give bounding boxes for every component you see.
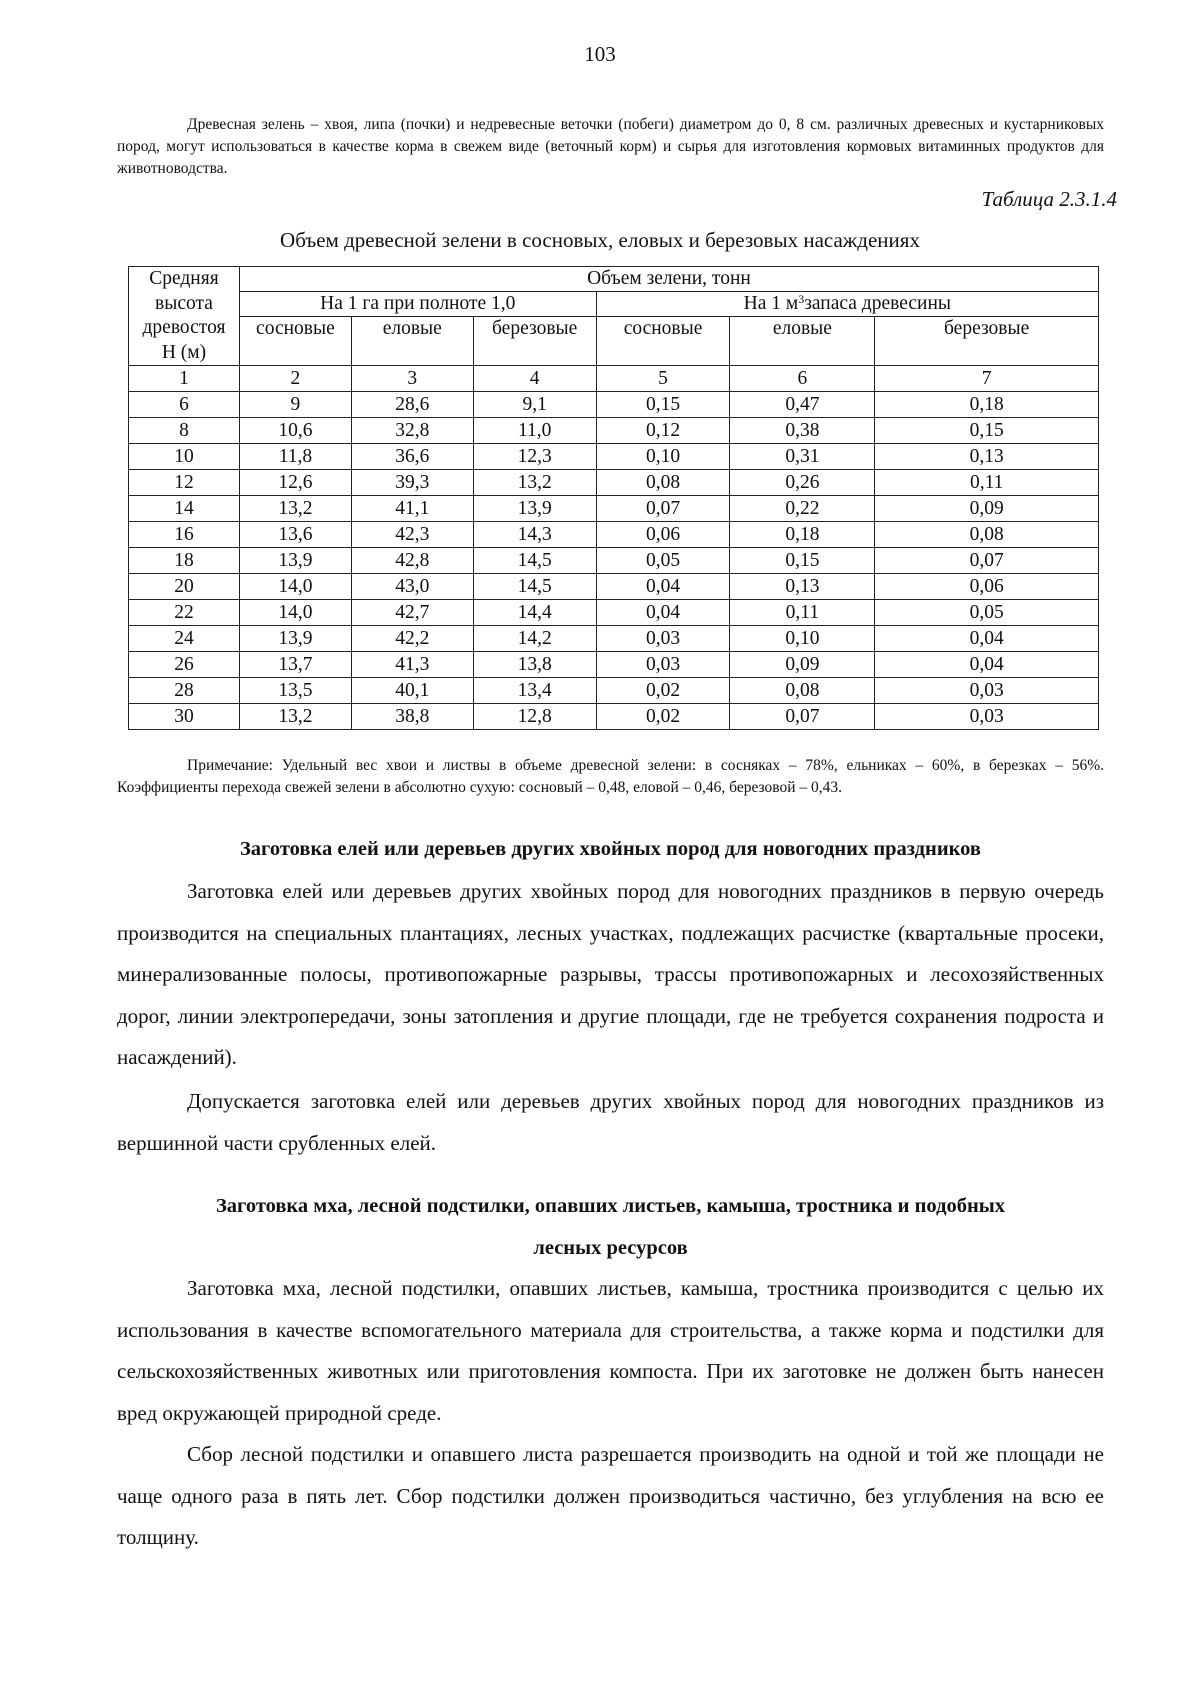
value-cell: 0,03 xyxy=(596,626,730,652)
subgroup-header-per-m3: На 1 $м^3запаса$ древесины xyxy=(596,292,1098,317)
height-cell: 20 xyxy=(129,574,240,600)
value-cell: 13,8 xyxy=(473,652,596,678)
value-cell: 13,6 xyxy=(239,522,351,548)
value-cell: 0,06 xyxy=(875,574,1099,600)
group-header: Объем зелени, тонн xyxy=(239,267,1098,292)
value-cell: 9,1 xyxy=(473,392,596,418)
value-cell: 0,09 xyxy=(730,652,875,678)
value-cell: 14,4 xyxy=(473,600,596,626)
value-cell: 13,2 xyxy=(473,470,596,496)
column-number: 7 xyxy=(875,366,1099,392)
value-cell: 0,26 xyxy=(730,470,875,496)
value-cell: 0,15 xyxy=(730,548,875,574)
stub-header: Средняя высота древостоя Н (м) xyxy=(129,267,240,366)
column-number: 2 xyxy=(239,366,351,392)
value-cell: 0,02 xyxy=(596,678,730,704)
section-heading-moss-litter: Заготовка мха, лесной подстилки, опавших листьев, камыша, тростника и подобных лесных ресурсов xyxy=(215,1195,1006,1259)
table-row xyxy=(129,470,1099,496)
table-note: Примечание: Удельный вес хвои и листвы в объеме древесной зелени: в сосняках – 78%, ельниках – 60%, в березках – 56%. Коэффициенты перехода свежей зелени в абсолютно сухую: сосновый – 0,48, еловой – 0,46, березовой – 0,43. xyxy=(117,757,1104,796)
value-cell: 14,2 xyxy=(473,626,596,652)
green-volume-table xyxy=(128,266,1099,730)
value-cell: 13,5 xyxy=(239,678,351,704)
table-row xyxy=(129,444,1099,470)
height-cell: 24 xyxy=(129,626,240,652)
subgroup-header-per-ha: На 1 га при полноте 1,0 xyxy=(239,292,596,317)
value-cell: 0,13 xyxy=(730,574,875,600)
value-cell: 0,02 xyxy=(596,704,730,730)
column-label: еловые xyxy=(730,317,875,366)
height-cell: 28 xyxy=(129,678,240,704)
height-cell: 18 xyxy=(129,548,240,574)
value-cell: 0,18 xyxy=(730,522,875,548)
column-number: 1 xyxy=(129,366,240,392)
paragraph: Сбор лесной подстилки и опавшего листа разрешается производить на одной и той же площади не чаще одного раза в пять лет. Сбор подстилки должен производиться частично, без углубления на всю ее толщину. xyxy=(117,1442,1104,1549)
column-label: еловые xyxy=(351,317,473,366)
value-cell: 0,03 xyxy=(596,652,730,678)
height-cell: 26 xyxy=(129,652,240,678)
value-cell: 0,13 xyxy=(875,444,1099,470)
column-label: березовые xyxy=(875,317,1099,366)
value-cell: 12,3 xyxy=(473,444,596,470)
height-cell: 8 xyxy=(129,418,240,444)
value-cell: 0,04 xyxy=(596,600,730,626)
value-cell: 0,08 xyxy=(730,678,875,704)
value-cell: 13,9 xyxy=(239,548,351,574)
column-number: 5 xyxy=(596,366,730,392)
value-cell: 0,03 xyxy=(875,704,1099,730)
value-cell: 0,03 xyxy=(875,678,1099,704)
value-cell: 43,0 xyxy=(351,574,473,600)
column-label: сосновые xyxy=(239,317,351,366)
paragraph: Заготовка елей или деревьев других хвойных пород для новогодних праздников в первую очередь производится на специальных плантациях, лесных участках, подлежащих расчистке (квартальные просеки, минерализованные полосы, противопожарные разрывы, трассы противопожарных и лесохозяйственных дорог, линии электропередачи, зоны затопления и другие площади, где не требуется сохранения подроста и насаждений). xyxy=(117,879,1104,1069)
value-cell: 0,11 xyxy=(730,600,875,626)
value-cell: 0,04 xyxy=(875,652,1099,678)
column-number: 4 xyxy=(473,366,596,392)
section-heading-christmas-trees: Заготовка елей или деревьев других хвойных пород для новогодних праздников xyxy=(239,838,981,860)
value-cell: 42,7 xyxy=(351,600,473,626)
value-cell: 0,18 xyxy=(875,392,1099,418)
paragraph: Допускается заготовка елей или деревьев других хвойных пород для новогодних праздников из вершинной части срубленных елей. xyxy=(117,1089,1104,1155)
height-cell: 10 xyxy=(129,444,240,470)
table-caption: Таблица 2.3.1.4 xyxy=(981,187,1117,211)
value-cell: 32,8 xyxy=(351,418,473,444)
value-cell: 0,38 xyxy=(730,418,875,444)
column-number: 6 xyxy=(730,366,875,392)
value-cell: 13,7 xyxy=(239,652,351,678)
value-cell: 14,0 xyxy=(239,574,351,600)
table-row xyxy=(129,652,1099,678)
value-cell: 14,5 xyxy=(473,548,596,574)
table-row xyxy=(129,418,1099,444)
value-cell: 13,9 xyxy=(239,626,351,652)
value-cell: 0,47 xyxy=(730,392,875,418)
value-cell: 13,2 xyxy=(239,496,351,522)
table-row xyxy=(129,496,1099,522)
value-cell: 0,12 xyxy=(596,418,730,444)
table-title: Объем древесной зелени в сосновых, еловых и березовых насаждениях xyxy=(280,228,920,252)
height-cell: 30 xyxy=(129,704,240,730)
page-number: 103 xyxy=(584,42,616,66)
value-cell: 0,15 xyxy=(596,392,730,418)
value-cell: 0,10 xyxy=(730,626,875,652)
paragraph: Заготовка мха, лесной подстилки, опавших листьев, камыша, тростника производится с целью их использования в качестве вспомогательного материала для строительства, а также корма и подстилки для сельскохозяйственных животных или приготовления компоста. При их заготовке не должен быть нанесен вред окружающей природной среде. xyxy=(117,1276,1104,1425)
value-cell: 0,10 xyxy=(596,444,730,470)
table-row xyxy=(129,392,1099,418)
value-cell: 11,8 xyxy=(239,444,351,470)
value-cell: 0,08 xyxy=(875,522,1099,548)
height-cell: 22 xyxy=(129,600,240,626)
value-cell: 0,05 xyxy=(875,600,1099,626)
value-cell: 0,04 xyxy=(875,626,1099,652)
value-cell: 42,2 xyxy=(351,626,473,652)
value-cell: 13,4 xyxy=(473,678,596,704)
value-cell: 42,3 xyxy=(351,522,473,548)
value-cell: 13,9 xyxy=(473,496,596,522)
value-cell: 39,3 xyxy=(351,470,473,496)
table-row xyxy=(129,522,1099,548)
value-cell: 13,2 xyxy=(239,704,351,730)
value-cell: 14,0 xyxy=(239,600,351,626)
value-cell: 0,31 xyxy=(730,444,875,470)
value-cell: 40,1 xyxy=(351,678,473,704)
value-cell: 10,6 xyxy=(239,418,351,444)
table-row xyxy=(129,626,1099,652)
value-cell: 0,09 xyxy=(875,496,1099,522)
column-label: березовые xyxy=(473,317,596,366)
value-cell: 36,6 xyxy=(351,444,473,470)
value-cell: 41,3 xyxy=(351,652,473,678)
table-row xyxy=(129,704,1099,730)
value-cell: 38,8 xyxy=(351,704,473,730)
table-row xyxy=(129,548,1099,574)
value-cell: 0,11 xyxy=(875,470,1099,496)
value-cell: 0,07 xyxy=(730,704,875,730)
value-cell: 0,07 xyxy=(596,496,730,522)
value-cell: 12,8 xyxy=(473,704,596,730)
intro-paragraph: Древесная зелень – хвоя, липа (почки) и недревесные веточки (побеги) диаметром до 0, 8 см. различных древесных и кустарниковых пород, могут использоваться в качестве корма в свежем виде (веточный корм) и сырья для изготовления кормовых витаминных продуктов для животноводства. xyxy=(117,116,1104,177)
value-cell: 42,8 xyxy=(351,548,473,574)
value-cell: 0,08 xyxy=(596,470,730,496)
value-cell: 0,07 xyxy=(875,548,1099,574)
column-number: 3 xyxy=(351,366,473,392)
value-cell: 0,06 xyxy=(596,522,730,548)
value-cell: 0,22 xyxy=(730,496,875,522)
value-cell: 41,1 xyxy=(351,496,473,522)
value-cell: 9 xyxy=(239,392,351,418)
table-row xyxy=(129,600,1099,626)
value-cell: 11,0 xyxy=(473,418,596,444)
value-cell: 0,15 xyxy=(875,418,1099,444)
value-cell: 28,6 xyxy=(351,392,473,418)
height-cell: 16 xyxy=(129,522,240,548)
table-row xyxy=(129,678,1099,704)
table-row xyxy=(129,574,1099,600)
height-cell: 12 xyxy=(129,470,240,496)
value-cell: 0,05 xyxy=(596,548,730,574)
value-cell: 0,04 xyxy=(596,574,730,600)
column-label: сосновые xyxy=(596,317,730,366)
value-cell: 14,5 xyxy=(473,574,596,600)
value-cell: 12,6 xyxy=(239,470,351,496)
height-cell: 14 xyxy=(129,496,240,522)
height-cell: 6 xyxy=(129,392,240,418)
value-cell: 14,3 xyxy=(473,522,596,548)
